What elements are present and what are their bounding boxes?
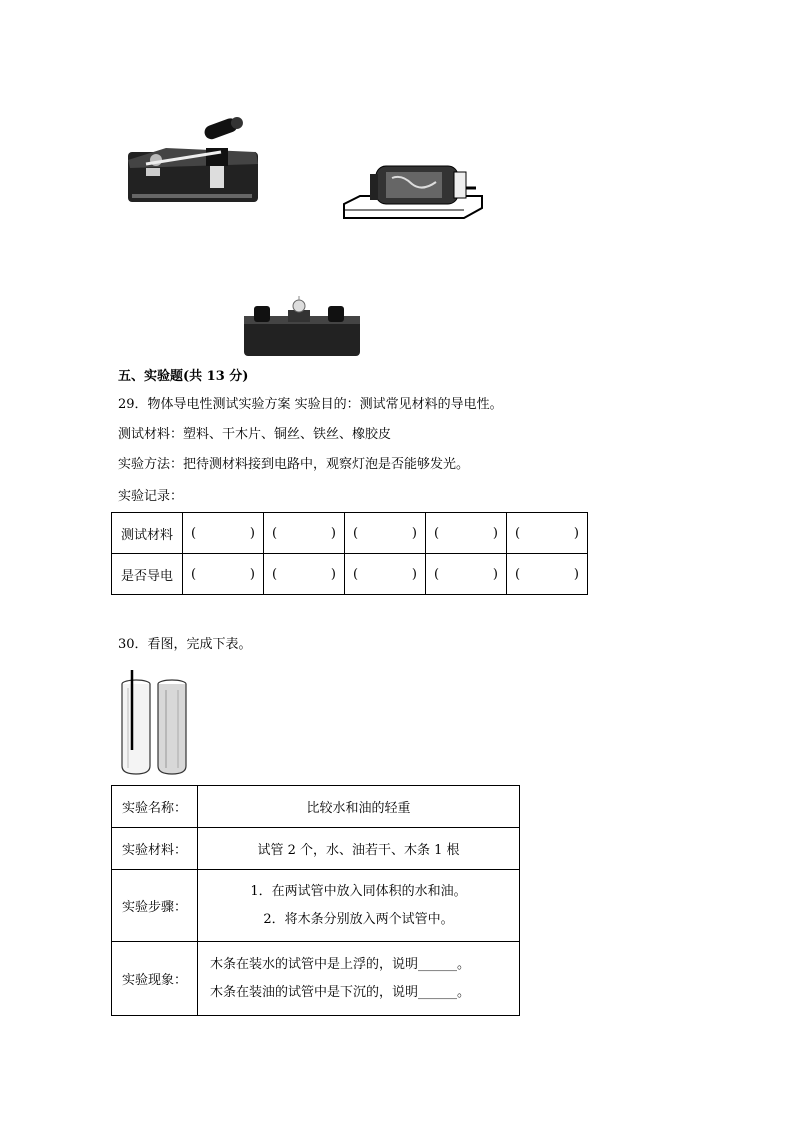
answer-blank[interactable] xyxy=(507,554,588,595)
table-row xyxy=(112,786,520,828)
bulb-holder-figure xyxy=(242,294,362,358)
paren-open: ( xyxy=(353,566,359,582)
paren-close: ) xyxy=(330,566,336,582)
paren-open: ( xyxy=(434,566,440,582)
table-row xyxy=(112,554,588,595)
paren-open: ( xyxy=(272,566,278,582)
section-heading: 五、实验题(共 13 分) xyxy=(118,369,249,384)
phenomenon-1[interactable]: 木条在装水的试管中是上浮的，说明______。 xyxy=(210,956,471,972)
paren-close: ) xyxy=(249,566,255,582)
row-label-materials: 测试材料 xyxy=(112,513,183,554)
q29-materials: 测试材料：塑料、干木片、铜丝、铁丝、橡胶皮 xyxy=(118,427,392,442)
answer-blank[interactable] xyxy=(183,554,264,595)
experiment-materials-label: 实验材料： xyxy=(112,828,198,870)
table-row xyxy=(112,513,588,554)
paren-open: ( xyxy=(515,525,521,541)
q29-title: 29．物体导电性测试实验方案 实验目的：测试常见材料的导电性。 xyxy=(118,397,503,412)
q29-record-label: 实验记录： xyxy=(118,489,184,504)
paren-open: ( xyxy=(515,566,521,582)
experiment-step-1: 1．在两试管中放入同体积的水和油。 xyxy=(250,883,467,899)
paren-open: ( xyxy=(434,525,440,541)
answer-blank[interactable] xyxy=(345,554,426,595)
paren-close: ) xyxy=(492,566,498,582)
answer-blank[interactable] xyxy=(345,513,426,554)
paren-open: ( xyxy=(353,525,359,541)
experiment-name-value: 比较水和油的轻重 xyxy=(198,786,520,828)
switch-figure xyxy=(126,108,266,208)
answer-blank[interactable] xyxy=(507,513,588,554)
answer-blank[interactable] xyxy=(426,513,507,554)
paren-close: ) xyxy=(411,525,417,541)
table-row xyxy=(112,942,520,1016)
q29-record-table xyxy=(111,512,588,595)
paren-open: ( xyxy=(272,525,278,541)
q29-method: 实验方法：把待测材料接到电路中，观察灯泡是否能够发光。 xyxy=(118,457,470,472)
table-row xyxy=(112,870,520,942)
answer-blank[interactable] xyxy=(264,513,345,554)
experiment-step-2: 2．将木条分别放入两个试管中。 xyxy=(263,911,454,927)
experiment-name-label: 实验名称： xyxy=(112,786,198,828)
q30-experiment-table xyxy=(111,785,520,1016)
table-row xyxy=(112,828,520,870)
answer-blank[interactable] xyxy=(183,513,264,554)
paren-close: ) xyxy=(573,566,579,582)
experiment-phenomena-label: 实验现象： xyxy=(112,942,198,1016)
paren-close: ) xyxy=(573,525,579,541)
phenomenon-2[interactable]: 木条在装油的试管中是下沉的，说明______。 xyxy=(210,984,471,1000)
row-label-conductive: 是否导电 xyxy=(112,554,183,595)
experiment-steps-label: 实验步骤： xyxy=(112,870,198,942)
q30-title: 30．看图，完成下表。 xyxy=(118,637,252,652)
motor-figure xyxy=(342,158,486,224)
test-tubes-figure xyxy=(114,668,196,780)
paren-open: ( xyxy=(191,566,197,582)
answer-blank[interactable] xyxy=(426,554,507,595)
experiment-materials-value: 试管 2 个，水、油若干、木条 1 根 xyxy=(198,828,520,870)
answer-blank[interactable] xyxy=(264,554,345,595)
paren-close: ) xyxy=(411,566,417,582)
paren-close: ) xyxy=(249,525,255,541)
paren-close: ) xyxy=(330,525,336,541)
paren-open: ( xyxy=(191,525,197,541)
paren-close: ) xyxy=(492,525,498,541)
